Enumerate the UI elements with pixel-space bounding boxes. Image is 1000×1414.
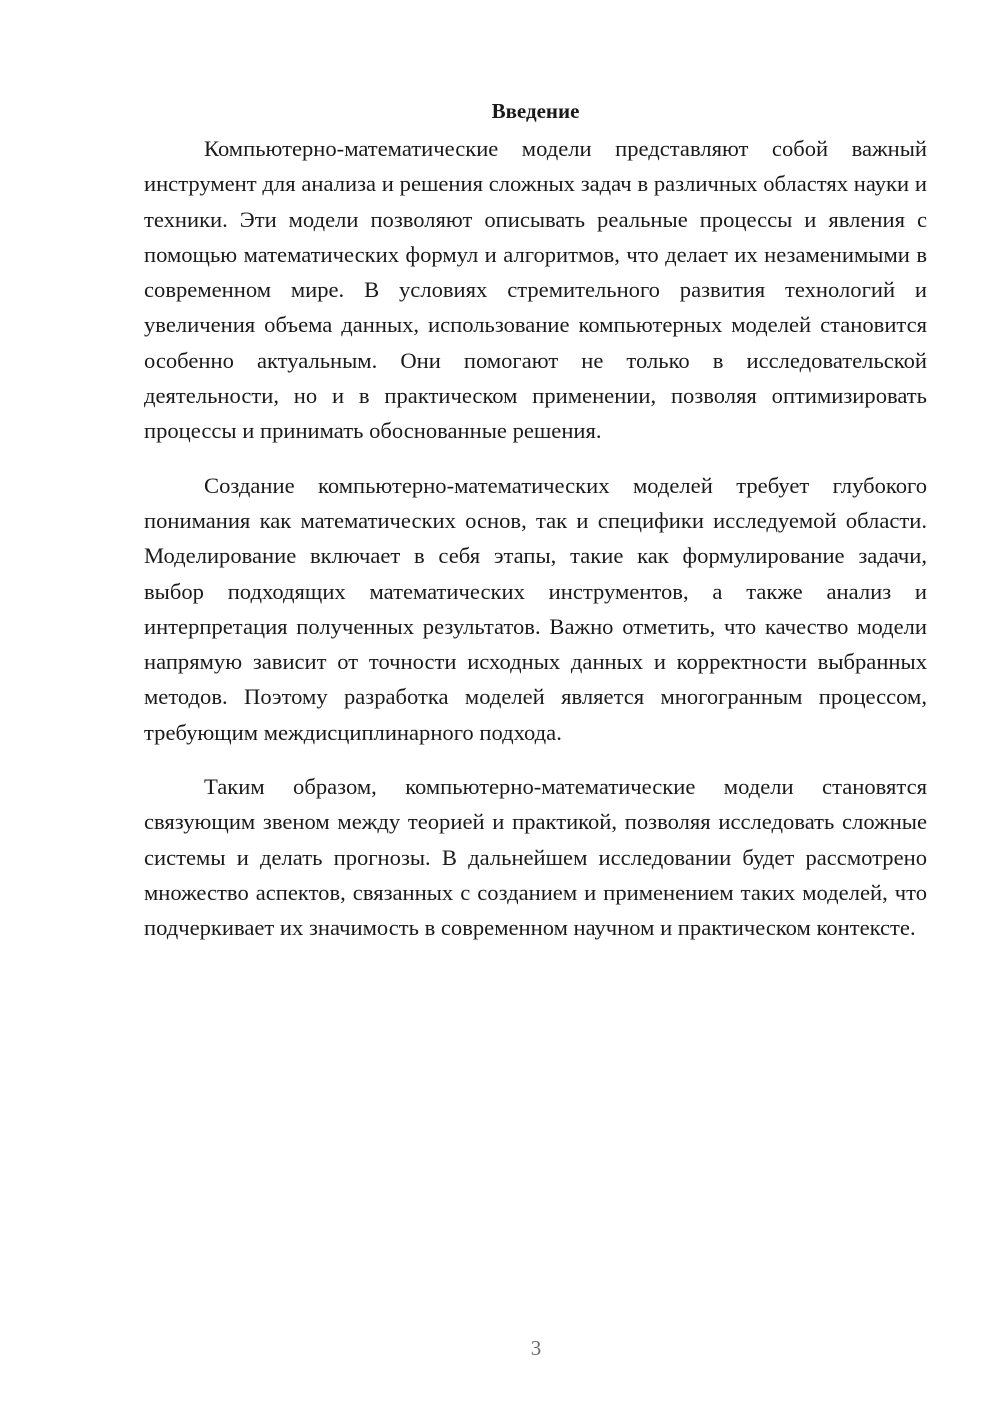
page-content — [144, 96, 927, 965]
page-number: 3 — [530, 1336, 542, 1360]
section-title: Введение — [491, 99, 580, 123]
paragraph-1: Компьютерно-математические модели представляют собой важный инструмент для анализа и решения сложных задач в различных областях науки и техники. Эти модели позволяют описывать реальные процессы и явления с помощью математических формул и алгоритмов, что делает их незаменимыми в современном мире. В условиях стремительного развития технологий и увеличения объема данных, использование компьютерных моделей становится особенно актуальным. Они помогают не только в исследовательской деятельности, но и в практическом применении, позволяя оптимизировать процессы и принимать обоснованные решения. — [144, 136, 927, 444]
paragraph-3: Таким образом, компьютерно-математические модели становятся связующим звеном между теорией и практикой, позволяя исследовать сложные системы и делать прогнозы. В дальнейшем исследовании будет рассмотрено множество аспектов, связанных с созданием и применением таких моделей, что подчеркивает их значимость в современном научном и практическом контексте. — [144, 774, 927, 941]
paragraph-2: Создание компьютерно-математических моделей требует глубокого понимания как математических основ, так и специфики исследуемой области. Моделирование включает в себя этапы, такие как формулирование задачи, выбор подходящих математических инструментов, а также анализ и интерпретация полученных результатов. Важно отметить, что качество модели напрямую зависит от точности исходных данных и корректности выбранных методов. Поэтому разработка моделей является многогранным процессом, требующим междисциплинарного подхода. — [144, 472, 927, 745]
